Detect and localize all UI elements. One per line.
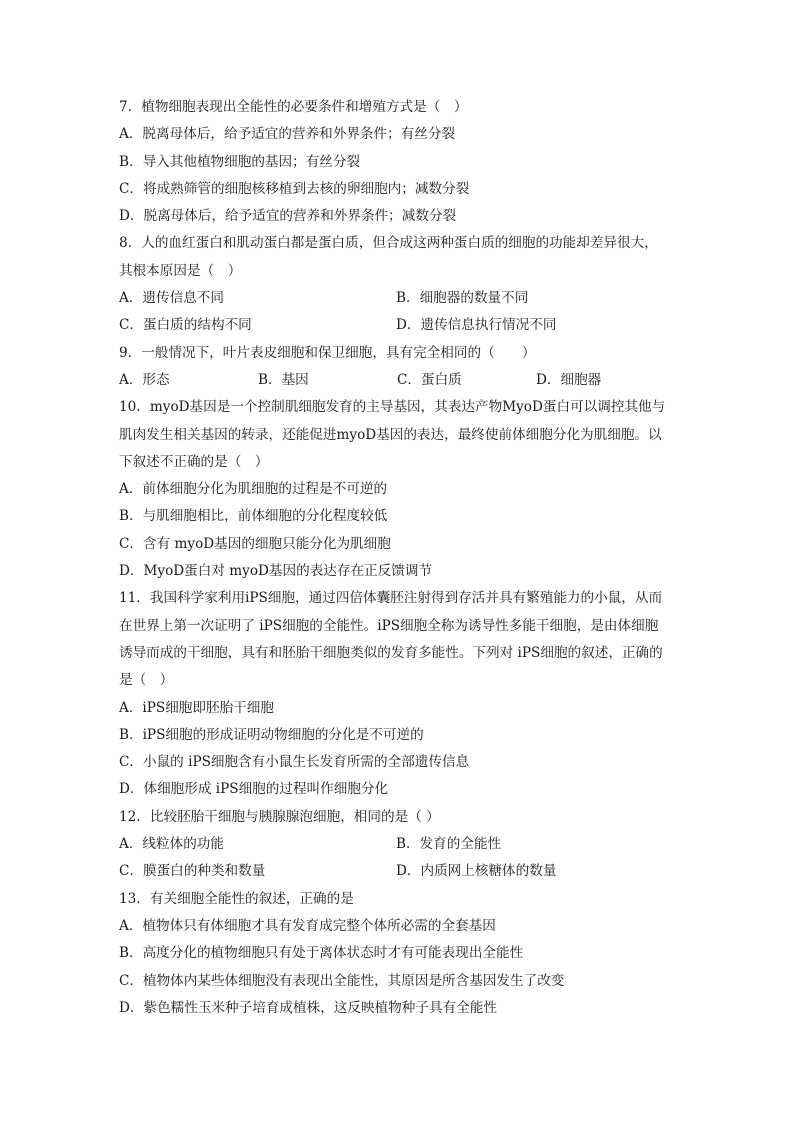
question-9 (119, 340, 679, 395)
answer-option: C．将成熟筛管的细胞核移植到去核的卵细胞内；减数分裂 (119, 180, 470, 197)
question-stem-line: 9．一般情况下，叶片表皮细胞和保卫细胞，具有完全相同的（ ） (119, 344, 536, 361)
answer-option: D．遗传信息执行情况不同 (396, 317, 557, 334)
answer-option: B．高度分化的植物细胞只有处于离体状态时才有可能表现出全能性 (119, 945, 524, 962)
answer-option-row (119, 312, 679, 339)
answer-option: D．MyoD蛋白对 myoD基因的表达存在正反馈调节 (119, 563, 433, 580)
question-stem-line: 11．我国科学家利用iPS细胞，通过四倍体囊胚注射得到存活并具有繁殖能力的小鼠，从而 (119, 590, 663, 607)
answer-option: A．遗传信息不同 (119, 290, 224, 307)
answer-option: B．iPS细胞的形成证明动物细胞的分化是不可逆的 (119, 726, 424, 743)
question-stem-line: 其根本原因是（ ） (119, 262, 242, 279)
answer-option: A．iPS细胞即胚胎干细胞 (119, 699, 274, 716)
answer-option: A．形态 (119, 371, 170, 388)
question-10 (119, 394, 679, 585)
question-12 (119, 804, 679, 886)
question-13 (119, 886, 679, 1022)
answer-option-row (119, 831, 679, 858)
question-stem-line: 7．植物细胞表现出全能性的必要条件和增殖方式是（ ） (119, 99, 468, 115)
answer-option: B．基因 (258, 371, 309, 388)
answer-option: D．体细胞形成 iPS细胞的过程叫作细胞分化 (119, 781, 389, 798)
answer-option: A．线粒体的功能 (119, 836, 224, 853)
question-stem-line: 诱导而成的干细胞，具有和胚胎干细胞类似的发育多能性。下列对 iPS细胞的叙述，正确的 (119, 644, 663, 661)
question-stem-line: 下叙述不正确的是（ ） (119, 453, 269, 470)
answer-option-row (119, 285, 679, 312)
question-stem-line: 在世界上第一次证明了 iPS细胞的全能性。iPS细胞全称为诱导性多能干细胞，是由体细胞 (119, 617, 659, 634)
answer-option: B．导入其他植物细胞的基因；有丝分裂 (119, 153, 361, 170)
question-list (119, 94, 679, 1022)
answer-option: C．含有 myoD基因的细胞只能分化为肌细胞 (119, 535, 391, 552)
answer-option-row (119, 367, 679, 394)
answer-option: D．紫色糯性玉米种子培育成植株，这反映植物种子具有全能性 (119, 999, 497, 1016)
answer-option: B．细胞器的数量不同 (396, 290, 529, 307)
answer-option: D．内质网上核糖体的数量 (396, 863, 557, 880)
answer-option-row (119, 858, 679, 885)
answer-option: C．蛋白质 (397, 371, 462, 388)
answer-option: D．脱离母体后，给予适宜的营养和外界条件；减数分裂 (119, 208, 457, 225)
question-stem-line: 13．有关细胞全能性的叙述，正确的是 (119, 890, 354, 907)
question-8 (119, 230, 679, 339)
answer-option: C．植物体内某些体细胞没有表现出全能性，其原因是所含基因发生了改变 (119, 972, 565, 989)
question-stem-line: 10．myoD基因是一个控制肌细胞发育的主导基因，其表达产物MyoD蛋白可以调控其他与 (119, 399, 666, 416)
answer-option: A．植物体只有体细胞才具有发育成完整个体所必需的全套基因 (119, 917, 496, 934)
answer-option: C．蛋白质的结构不同 (119, 317, 252, 334)
answer-option: B．发育的全能性 (396, 836, 502, 853)
question-stem-line: 肌肉发生相关基因的转录，还能促进myoD基因的表达，最终使前体细胞分化为肌细胞。以 (119, 426, 662, 443)
answer-option: C．小鼠的 iPS细胞含有小鼠生长发育所需的全部遗传信息 (119, 754, 470, 771)
question-7 (119, 94, 679, 230)
answer-option: B．与肌细胞相比，前体细胞的分化程度较低 (119, 508, 388, 525)
question-stem-line: 12．比较胚胎干细胞与胰腺腺泡细胞，相同的是（ ） (119, 808, 440, 825)
answer-option: A．脱离母体后，给予适宜的营养和外界条件；有丝分裂 (119, 126, 456, 143)
answer-option: C．膜蛋白的种类和数量 (119, 863, 266, 880)
question-11 (119, 585, 679, 803)
answer-option: D．细胞器 (536, 371, 602, 388)
question-stem-line: 是（ ） (119, 672, 174, 689)
answer-option: A．前体细胞分化为肌细胞的过程是不可逆的 (119, 481, 388, 498)
question-stem-line: 8．人的血红蛋白和肌动蛋白都是蛋白质，但合成这两种蛋白质的细胞的功能却差异很大， (119, 235, 658, 252)
